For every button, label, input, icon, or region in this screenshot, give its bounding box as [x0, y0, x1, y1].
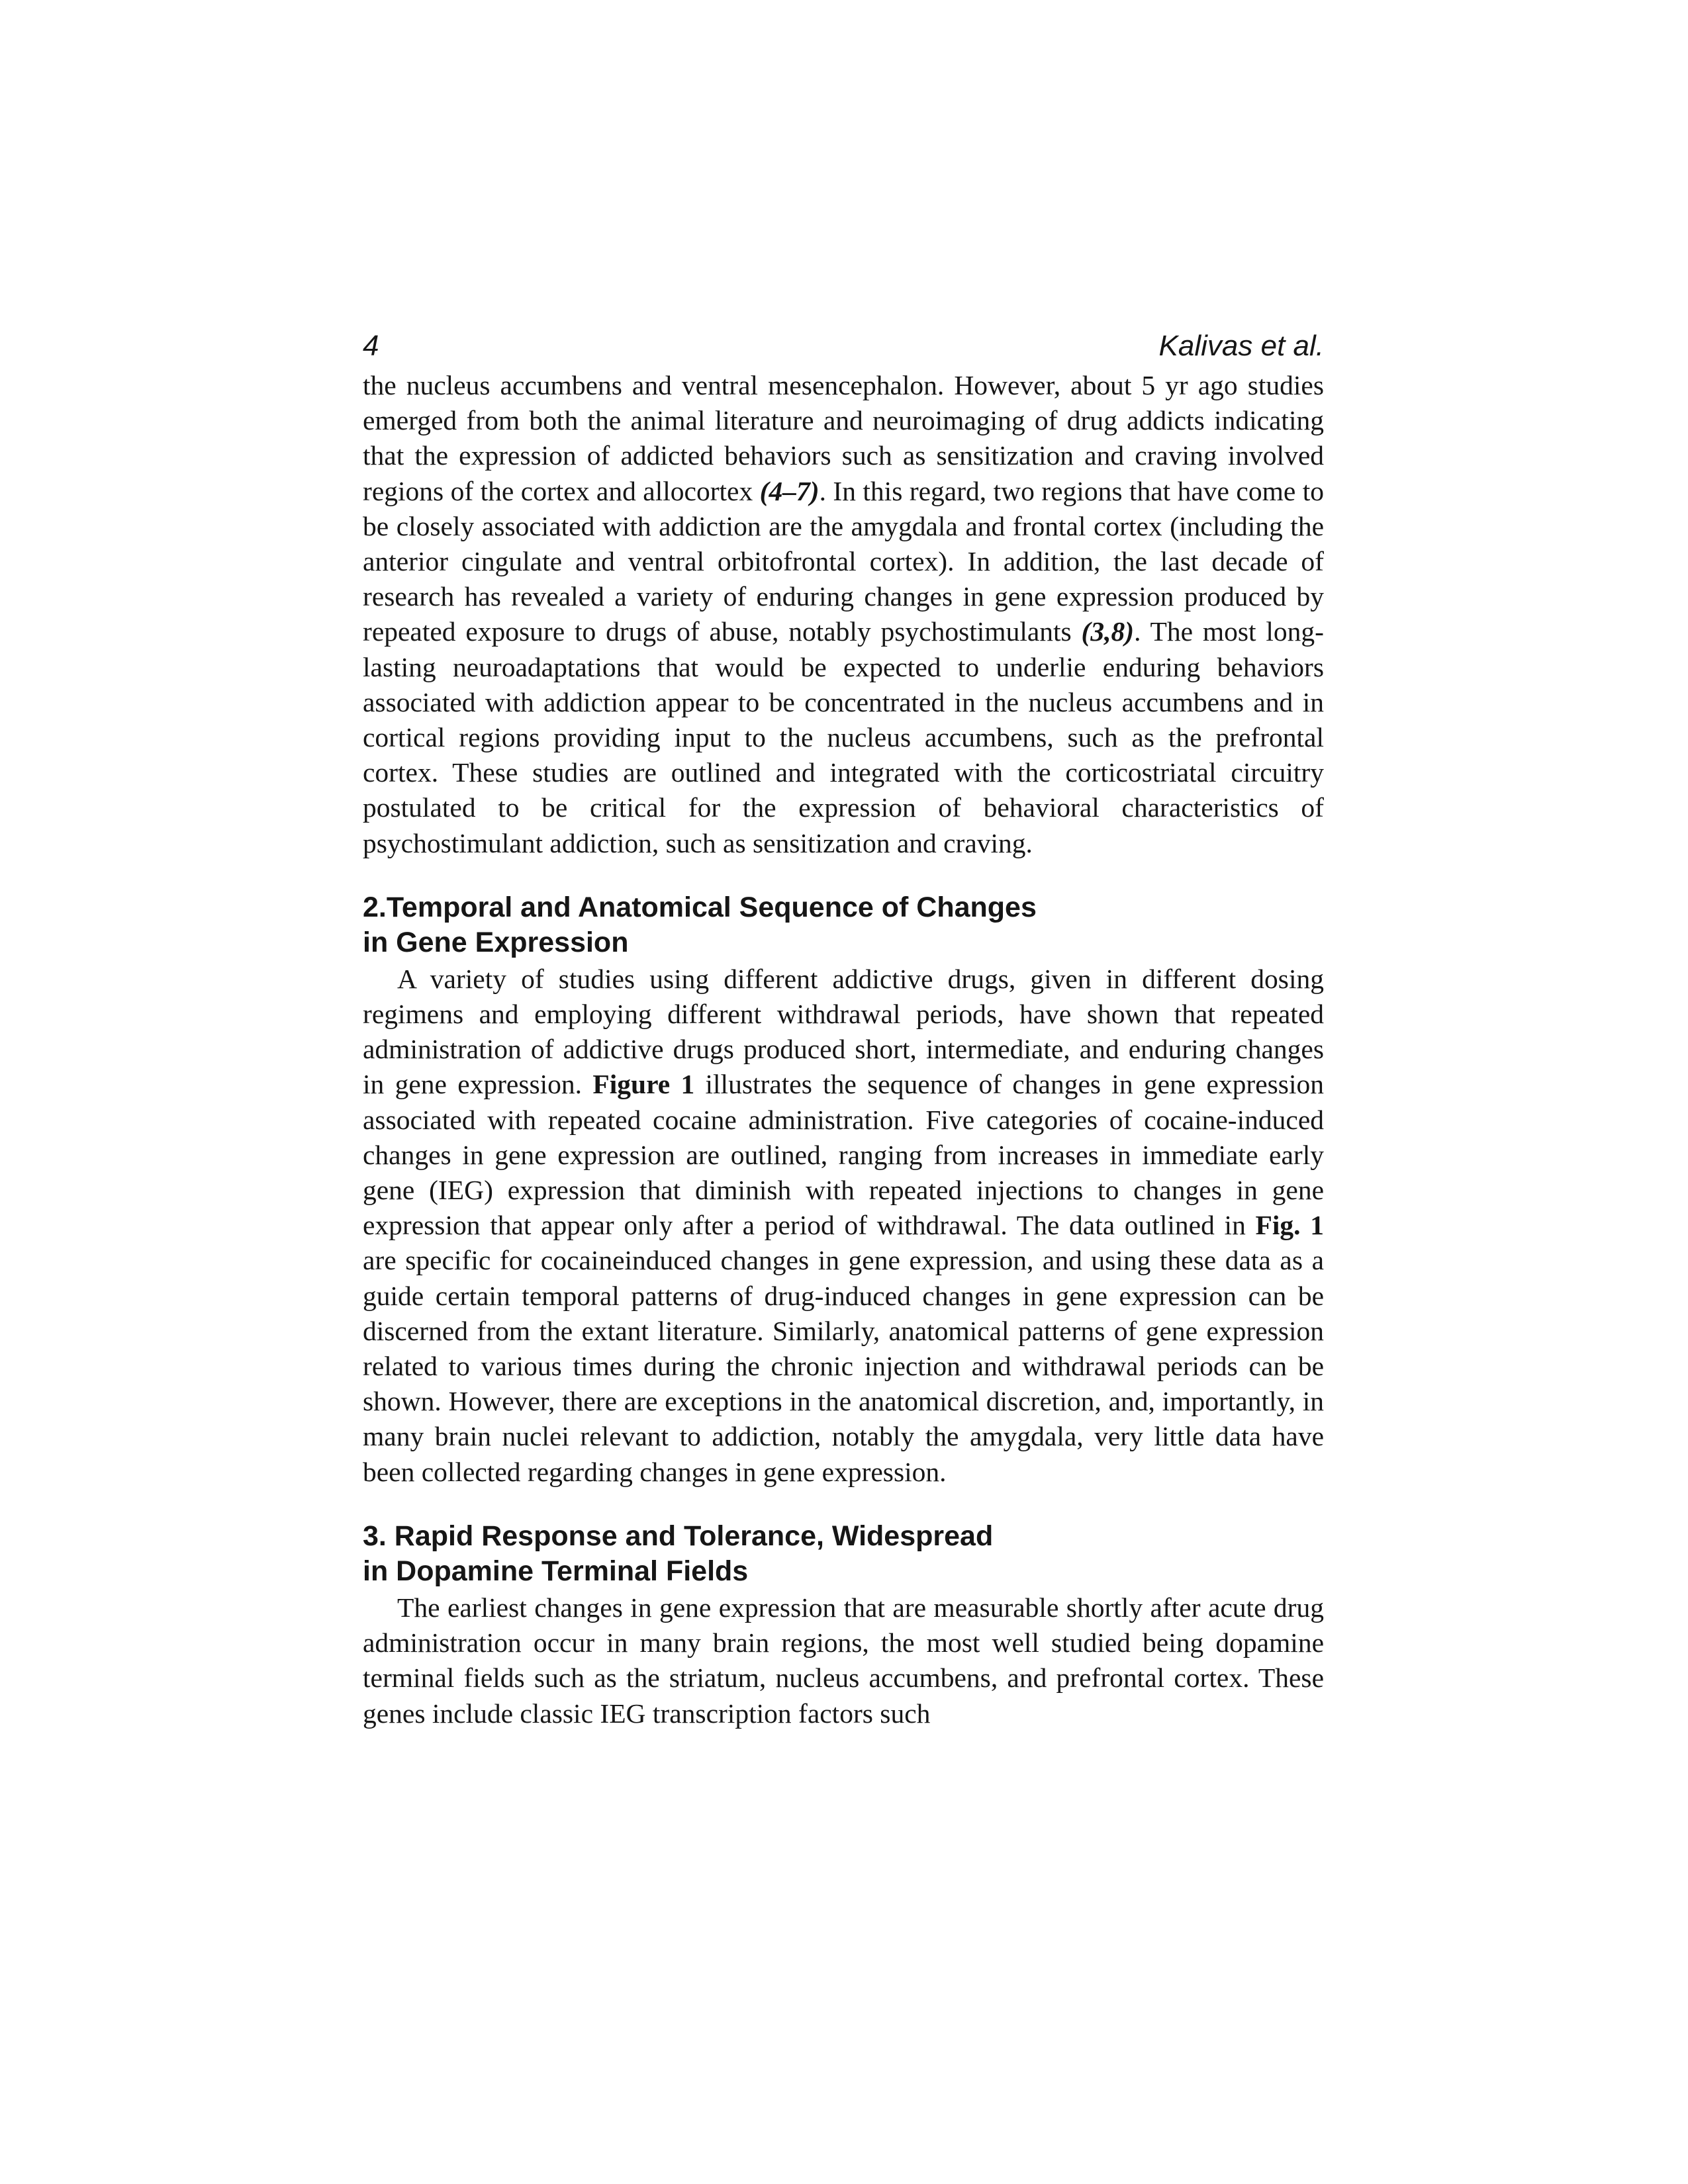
section-2-text-2: illustrates the sequence of changes in gene expression associated with repeated cocaine administration. Five categories of cocaine-induced changes in gene expression are outlined, ranging from increases in immediate early gene (IEG) expression that diminish with repeated injections to changes in gene expression that appear only after a period of withdrawal. The data outlined in	[363, 1069, 1324, 1241]
citation-4-7: (4–7)	[759, 475, 820, 506]
section-2-heading	[363, 890, 1324, 960]
page-number: 4	[363, 330, 379, 362]
page	[363, 324, 1324, 1731]
section-2-text-3: are specific for cocaineinduced changes in gene expression, and using these data as a guide certain temporal patterns of drug-induced changes in gene expression can be discerned from the extant literature. Similarly, anatomical patterns of gene expression related to various times during the chronic injection and withdrawal periods can be shown. However, there are exceptions in the anatomical discretion, and, importantly, in many brain nuclei relevant to addiction, notably the amygdala, very little data have been collected regarding changes in gene expression.	[363, 1245, 1324, 1487]
citation-3-8: (3,8)	[1081, 616, 1135, 647]
section-2-text-1: A variety of studies using different addictive drugs, given in different dosing regimens and employing different withdrawal periods, have shown that repeated administration of addictive drugs produced short, intermediate, and enduring changes in gene expression.	[363, 963, 1324, 1100]
section-2-heading-line-2: in Gene Expression	[363, 926, 629, 958]
intro-text-1: the nucleus accumbens and ventral mesencephalon. However, about 5 yr ago studies emerged from both the animal literature and neuroimaging of drug addicts indicating that the expression of addicted behaviors such as sensitization and craving involved regions of the cortex and allocortex	[363, 370, 1324, 506]
running-title: Kalivas et al.	[1158, 330, 1324, 362]
intro-text-3: . The most long-lasting neuroadaptations that would be expected to underlie enduring behaviors associated with addiction appear to be concentrated in the nucleus accumbens and in cortical regions providing input to the nucleus accumbens, such as the prefrontal cortex. These studies are outlined and integrated with the corticostriatal circuitry postulated to be critical for the expression of behavioral characteristics of psychostimulant addiction, such as sensitization and craving.	[363, 616, 1324, 858]
section-2-paragraph	[363, 962, 1324, 1490]
section-3-heading	[363, 1519, 1324, 1589]
intro-text-2: . In this regard, two regions that have come to be closely associated with addiction are the amygdala and frontal cortex (including the anterior cingulate and ventral orbitofrontal cortex). In addition, the last decade of research has revealed a variety of enduring changes in gene expression produced by repeated exposure to drugs of abuse, notably psychostimulants	[363, 475, 1325, 647]
figure-1-reference: Figure 1	[592, 1069, 695, 1100]
section-3-heading-line-2: in Dopamine Terminal Fields	[363, 1555, 749, 1587]
section-2-heading-line-1: 2.Temporal and Anatomical Sequence of Changes	[363, 891, 1037, 923]
running-head	[363, 324, 1324, 368]
intro-paragraph	[363, 368, 1324, 861]
fig-1-reference: Fig. 1	[1255, 1210, 1324, 1241]
section-3-heading-line-1: 3. Rapid Response and Tolerance, Widespread	[363, 1520, 994, 1552]
section-3-paragraph: The earliest changes in gene expression that are measurable shortly after acute drug administration occur in many brain regions, the most well studied being dopamine terminal fields such as the striatum, nucleus accumbens, and prefrontal cortex. These genes include classic IEG transcription factors such	[363, 1592, 1324, 1729]
